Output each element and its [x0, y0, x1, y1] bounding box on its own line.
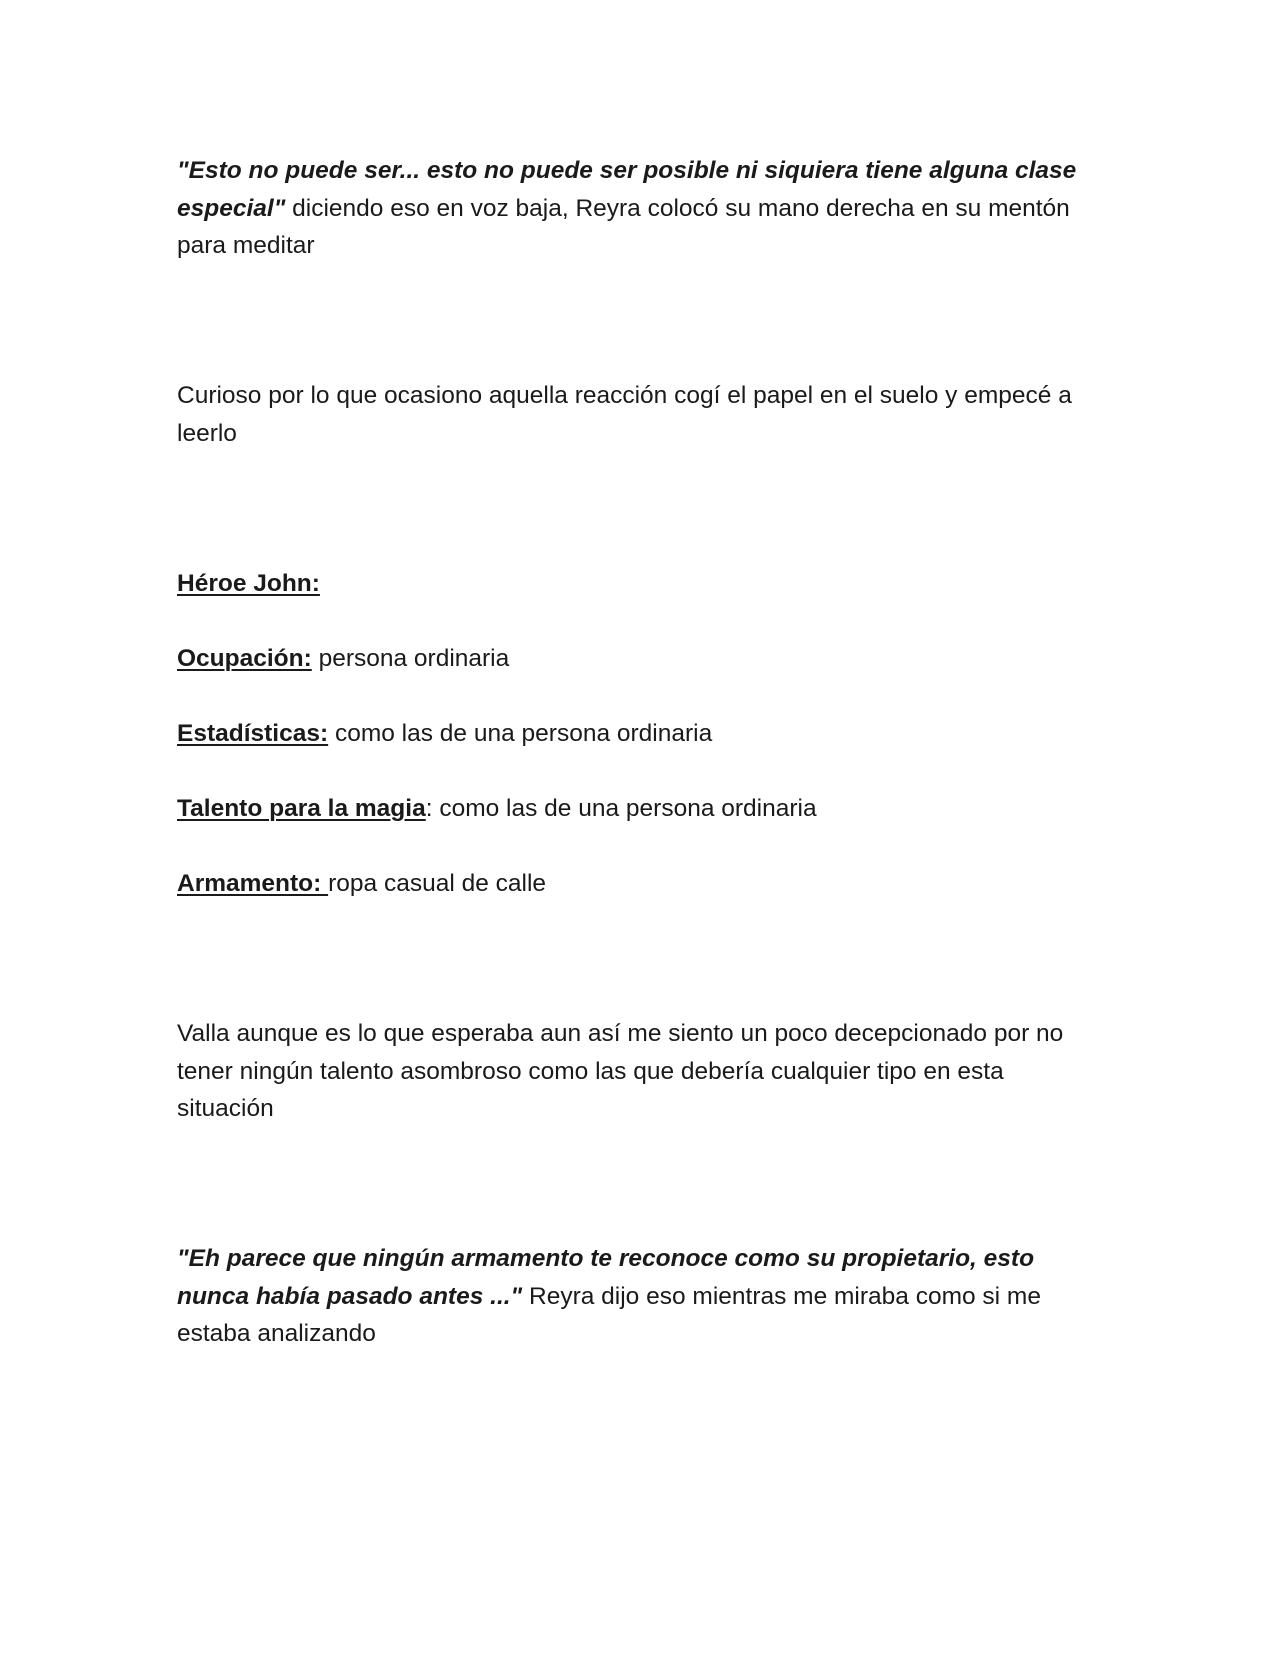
narration-text: Reyra dijo eso mientras me miraba como si me estaba analizando: [177, 1282, 1041, 1347]
status-field-occupation: [177, 640, 1107, 678]
field-separator: :: [425, 795, 440, 822]
field-label: Armamento:: [177, 870, 329, 897]
field-label: Estadísticas:: [177, 720, 329, 747]
status-field-stats: [177, 715, 1107, 753]
dialogue-quote: "Esto no puede ser... esto no puede ser posible ni siquiera tiene alguna clase especial": [177, 157, 1077, 222]
field-separator: [328, 720, 335, 747]
status-sheet-title: [177, 565, 1107, 603]
field-separator: [312, 645, 319, 672]
paragraph-disappointed: [177, 1015, 1107, 1128]
paragraph-reyra-quote: [177, 152, 1107, 265]
paragraph-reyra-armament: [177, 1240, 1107, 1353]
field-label: Talento para la magia: [177, 795, 426, 822]
field-value: ropa casual de calle: [328, 870, 547, 897]
dialogue-quote: "Eh parece que ningún armamento te reconoce como su propietario, esto nunca había pasado antes ...": [177, 1245, 1035, 1310]
narration-text: Curioso por lo que ocasiono aquella reacción cogí el papel en el suelo y empecé a leerlo: [177, 382, 1072, 447]
field-value: como las de una persona ordinaria: [334, 720, 713, 747]
status-field-armament: [177, 865, 1107, 903]
narration-text: Valla aunque es lo que esperaba aun así me siento un poco decepcionado por no tener ningún talento asombroso como las que debería cualquier tipo en esta situación: [177, 1020, 1064, 1122]
hero-name: Héroe John:: [177, 570, 320, 597]
status-field-magic-talent: [177, 790, 1107, 828]
field-value: como las de una persona ordinaria: [439, 795, 817, 822]
paragraph-curious: [177, 377, 1107, 452]
narration-text: diciendo eso en voz baja, Reyra colocó su mano derecha en su mentón para meditar: [177, 194, 1070, 259]
field-label: Ocupación:: [177, 645, 312, 672]
field-value: persona ordinaria: [318, 645, 510, 672]
